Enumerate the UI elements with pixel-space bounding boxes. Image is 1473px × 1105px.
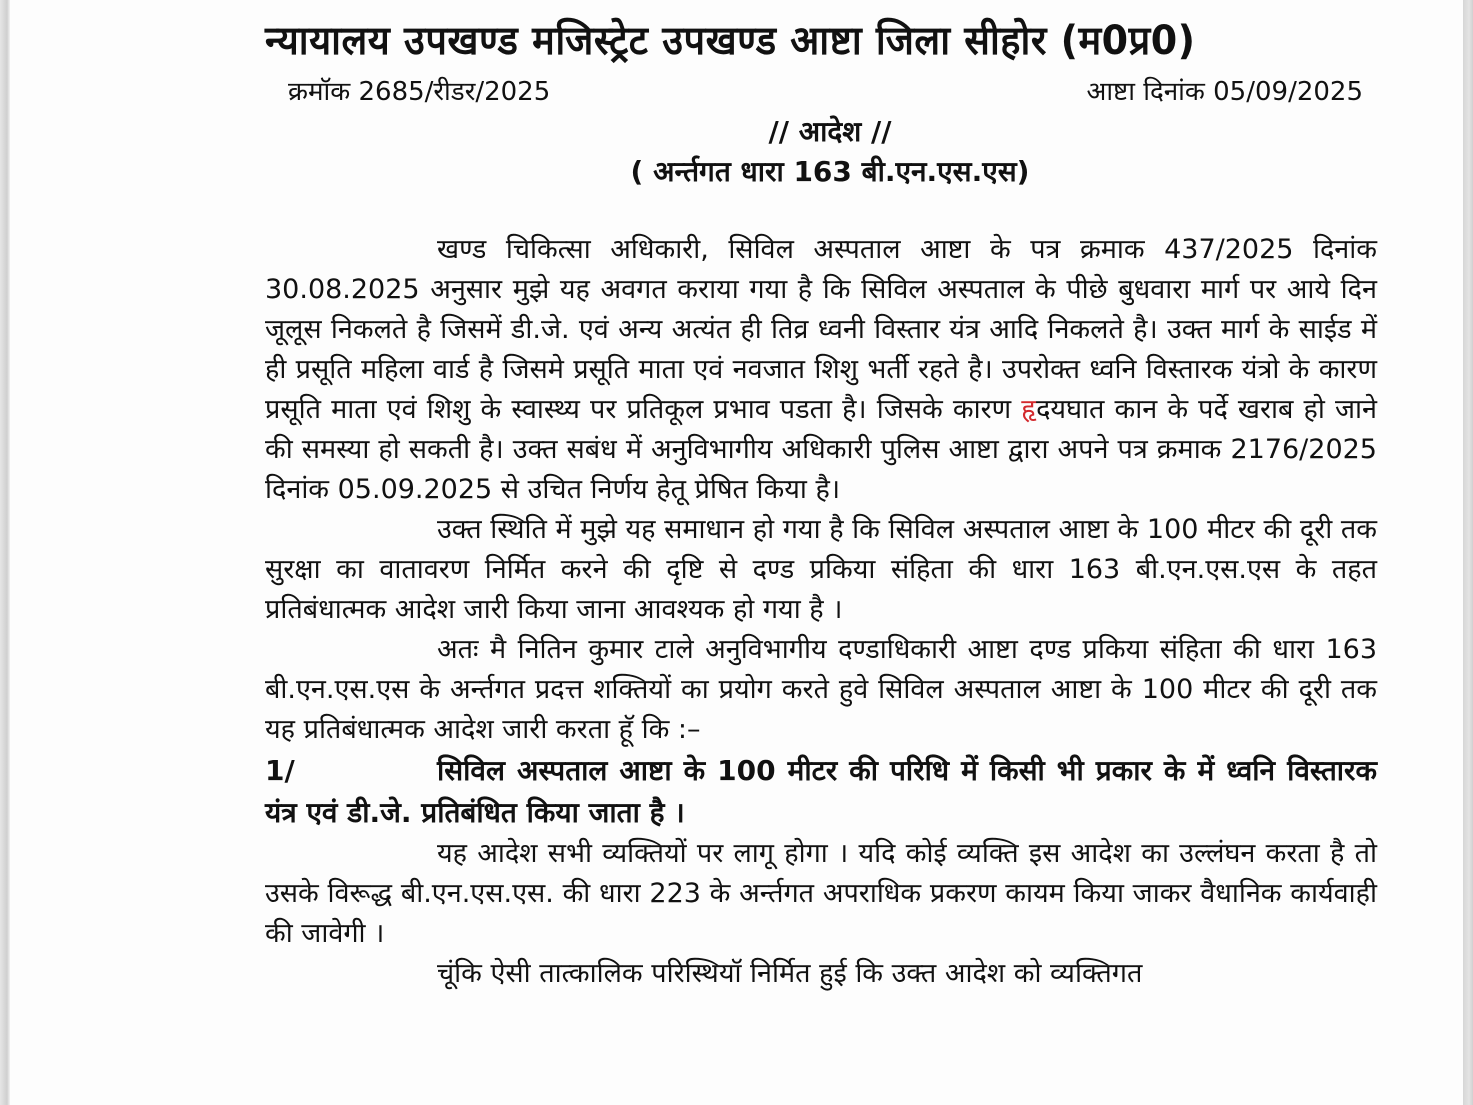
reference-number: क्रमॉक 2685/रीडर/2025 [288,77,551,107]
right-page-edge [1463,0,1473,1105]
closing-paragraph-2: चूंकि ऐसी तात्कालिक परिस्थियॉ निर्मित हुई कि उक्त आदेश को व्यक्तिगत [437,958,1143,989]
paragraph-3: अतः मै नितिन कुमार टाले अनुविभागीय दण्डाधिकारी आष्टा दण्ड प्रकिया संहिता की धारा 163 बी.एन.एस.एस के अर्न्तगत प्रदत्त शक्तियों का प्रयोग करते हुवे सिविल अस्पताल आष्टा के 100 मीटर की दूरी तक यह प्रतिबंधात्मक आदेश जारी करता हूॅ कि :– [265,634,1377,745]
order-subheading: ( अर्न्तगत धारा 163 बी.एन.एस.एस) [630,155,1030,188]
left-page-edge [0,0,10,1105]
paragraph-1 [265,230,1377,510]
order-body [265,230,1377,994]
clause-1-number: 1/ [265,754,295,787]
court-title: न्यायालय उपखण्ड मजिस्ट्रेट उपखण्ड आष्टा जिला सीहोर (म0प्र0) [265,17,1196,64]
paragraph-1-text-a: खण्ड चिकित्सा अधिकारी, सिविल अस्पताल आष्टा के पत्र क्रमाक 437/2025 दिनांक 30.08.2025 अनुसार मुझे यह अवगत कराया गया है कि सिविल अस्पताल के पीछे बुधवारा मार्ग पर आये दिन जूलूस निकलते है जिसमें डी.जे. एवं अन्य अत्यंत ही तिव्र ध्वनी विस्तार यंत्र आदि निकलते है। उक्त मार्ग के साईड में ही प्रसूति महिला वार्ड है जिसमे प्रसूति माता एवं नवजात शिशु भर्ती रहते है। उपरोक्त ध्वनि विस्तारक यंत्रो के कारण प्रसूति माता एवं शिशु के स्वास्थ्य पर प्रतिकूल प्रभाव पडता है। जिसके कारण [265,234,1377,425]
order-heading: // आदेश // [768,115,892,148]
paragraph-2: उक्त स्थिति में मुझे यह समाधान हो गया है कि सिविल अस्पताल आष्टा के 100 मीटर की दूरी तक सुरक्षा का वातावरण निर्मित करने की दृष्टि से दण्ड प्रकिया संहिता की धारा 163 बी.एन.एस.एस के तहत प्रतिबंधात्मक आदेश जारी किया जाना आवश्यक हो गया है । [265,514,1377,625]
paragraph-1-text-b: दयघात कान के पर्दे खराब हो जाने की समस्या हो सकती है। उक्त सबंध में अनुविभागीय अधिकारी पुलिस आष्टा द्वारा अपने पत्र क्रमाक 2176/2025 दिनांक 05.09.2025 से उचित निर्णय हेतू प्रेषित किया है। [265,394,1377,505]
clause-1 [265,750,1377,834]
place-date: आष्टा दिनांक 05/09/2025 [1086,77,1363,107]
highlighted-text: हृ [1021,394,1037,425]
order-heading-block [600,112,1060,192]
clause-1-text: सिविल अस्पताल आष्टा के 100 मीटर की परिधि में किसी भी प्रकार के में ध्वनि विस्तारक यंत्र एवं डी.जे. प्रतिबंधित किया जाता है । [265,754,1377,829]
closing-paragraph-1: यह आदेश सभी व्यक्तियों पर लागू होगा । यदि कोई व्यक्ति इस आदेश का उल्लंघन करता है तो उसके विरूद्ध बी.एन.एस.एस. की धारा 223 के अर्न्तगत अपराधिक प्रकरण कायम किया जाकर वैधानिक कार्यवाही की जावेगी । [265,838,1377,949]
